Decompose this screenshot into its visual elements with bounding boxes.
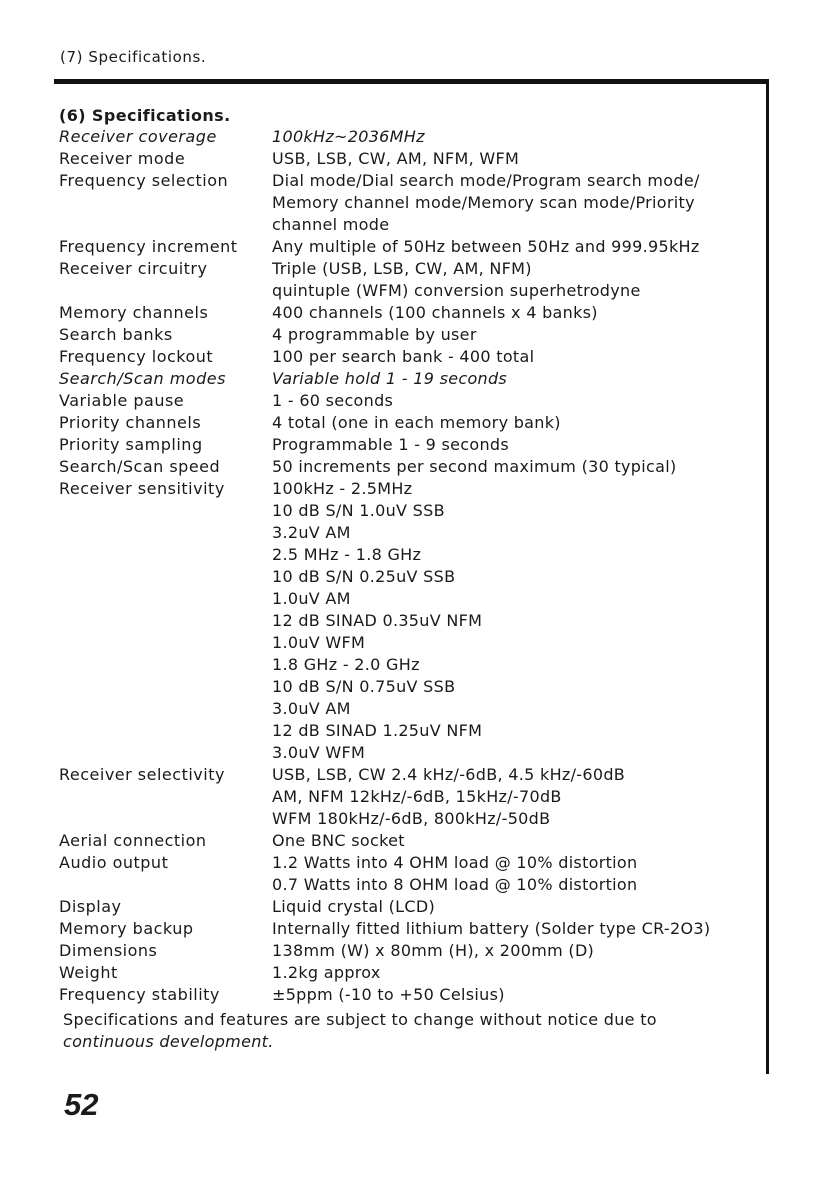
spec-row [59, 258, 759, 302]
spec-row [59, 148, 759, 170]
spec-row [59, 456, 759, 478]
footnote [63, 1009, 753, 1053]
spec-label: Receiver coverage [59, 127, 217, 146]
spec-value: 1.8 GHz - 2.0 GHz [272, 655, 420, 674]
spec-row [59, 390, 759, 412]
spec-label: Aerial connection [59, 831, 207, 850]
spec-label: Search banks [59, 325, 173, 344]
spec-values [272, 918, 759, 940]
spec-values [272, 940, 759, 962]
spec-label: Frequency increment [59, 237, 238, 256]
spec-values [272, 962, 759, 984]
footnote-line-1: Specifications and features are subject to change without notice due to [63, 1010, 657, 1029]
spec-value: 100kHz~2036MHz [272, 127, 425, 146]
spec-label: Audio output [59, 853, 169, 872]
spec-values [272, 148, 759, 170]
spec-row [59, 302, 759, 324]
spec-row [59, 236, 759, 258]
spec-values [272, 236, 759, 258]
spec-value: One BNC socket [272, 831, 405, 850]
spec-row [59, 412, 759, 434]
spec-value: ±5ppm (-10 to +50 Celsius) [272, 985, 505, 1004]
header-title: (7) Specifications. [60, 48, 207, 66]
spec-values [272, 456, 759, 478]
spec-value: USB, LSB, CW 2.4 kHz/-6dB, 4.5 kHz/-60dB [272, 765, 626, 784]
specifications-table [59, 126, 759, 1006]
spec-value: Internally fitted lithium battery (Solder type CR-2O3) [272, 919, 711, 938]
header-rule [54, 79, 769, 84]
spec-value: 1.2 Watts into 4 OHM load @ 10% distortion [272, 853, 638, 872]
spec-label: Receiver sensitivity [59, 479, 225, 498]
spec-label: Receiver mode [59, 149, 186, 168]
spec-value: 3.0uV AM [272, 699, 351, 718]
spec-value: 12 dB SINAD 0.35uV NFM [272, 611, 483, 630]
spec-label: Variable pause [59, 391, 185, 410]
spec-row [59, 962, 759, 984]
spec-value: 100kHz - 2.5MHz [272, 479, 413, 498]
spec-value: 10 dB S/N 1.0uV SSB [272, 501, 445, 520]
spec-values [272, 302, 759, 324]
spec-value: 1.2kg approx [272, 963, 381, 982]
spec-value: 1.0uV WFM [272, 633, 366, 652]
spec-label: Frequency stability [59, 985, 220, 1004]
spec-label: Receiver circuitry [59, 259, 208, 278]
spec-label: Frequency selection [59, 171, 229, 190]
spec-values [272, 830, 759, 852]
spec-value: Programmable 1 - 9 seconds [272, 435, 510, 454]
spec-values [272, 764, 759, 830]
spec-value: 4 total (one in each memory bank) [272, 413, 561, 432]
spec-label: Display [59, 897, 122, 916]
spec-values [272, 478, 759, 764]
spec-label: Weight [59, 963, 118, 982]
spec-value: AM, NFM 12kHz/-6dB, 15kHz/-70dB [272, 787, 562, 806]
spec-value: 50 increments per second maximum (30 typical) [272, 457, 677, 476]
spec-value: 12 dB SINAD 1.25uV NFM [272, 721, 483, 740]
spec-value: 1 - 60 seconds [272, 391, 394, 410]
spec-row [59, 126, 759, 148]
spec-values [272, 346, 759, 368]
spec-values [272, 258, 759, 302]
spec-value: Any multiple of 50Hz between 50Hz and 999.95kHz [272, 237, 700, 256]
spec-row [59, 896, 759, 918]
spec-values [272, 412, 759, 434]
spec-values [272, 896, 759, 918]
spec-value: Dial mode/Dial search mode/Program search mode/ [272, 171, 700, 190]
spec-row [59, 368, 759, 390]
spec-value: Liquid crystal (LCD) [272, 897, 436, 916]
spec-value: quintuple (WFM) conversion superhetrodyne [272, 281, 641, 300]
spec-value: 10 dB S/N 0.25uV SSB [272, 567, 456, 586]
spec-value: 10 dB S/N 0.75uV SSB [272, 677, 456, 696]
spec-row [59, 852, 759, 896]
spec-label: Search/Scan speed [59, 457, 221, 476]
spec-value: 138mm (W) x 80mm (H), x 200mm (D) [272, 941, 595, 960]
spec-label: Memory backup [59, 919, 194, 938]
page-number: 52 [64, 1087, 99, 1122]
spec-value: 2.5 MHz - 1.8 GHz [272, 545, 422, 564]
spec-row [59, 764, 759, 830]
spec-row [59, 984, 759, 1006]
spec-row [59, 170, 759, 236]
right-margin-rule [766, 84, 769, 1074]
spec-value: 1.0uV AM [272, 589, 351, 608]
spec-label: Priority channels [59, 413, 202, 432]
spec-values [272, 126, 759, 148]
spec-values [272, 324, 759, 346]
spec-row [59, 478, 759, 764]
spec-label: Search/Scan modes [59, 369, 226, 388]
spec-row [59, 918, 759, 940]
section-title: (6) Specifications. [59, 106, 231, 125]
spec-values [272, 368, 759, 390]
spec-values [272, 390, 759, 412]
spec-row [59, 940, 759, 962]
spec-row [59, 830, 759, 852]
footnote-line-2: continuous development. [63, 1032, 274, 1051]
spec-value: Variable hold 1 - 19 seconds [272, 369, 508, 388]
spec-value: WFM 180kHz/-6dB, 800kHz/-50dB [272, 809, 551, 828]
spec-value: 400 channels (100 channels x 4 banks) [272, 303, 598, 322]
spec-label: Memory channels [59, 303, 209, 322]
spec-label: Dimensions [59, 941, 158, 960]
spec-value: 0.7 Watts into 8 OHM load @ 10% distortion [272, 875, 638, 894]
spec-label: Frequency lockout [59, 347, 214, 366]
spec-values [272, 170, 759, 236]
spec-values [272, 852, 759, 896]
spec-value: 3.0uV WFM [272, 743, 366, 762]
spec-values [272, 434, 759, 456]
spec-value: Memory channel mode/Memory scan mode/Priority [272, 193, 695, 212]
spec-label: Priority sampling [59, 435, 203, 454]
spec-value: 100 per search bank - 400 total [272, 347, 535, 366]
spec-value: USB, LSB, CW, AM, NFM, WFM [272, 149, 520, 168]
spec-value: channel mode [272, 215, 390, 234]
spec-value: Triple (USB, LSB, CW, AM, NFM) [272, 259, 532, 278]
spec-row [59, 346, 759, 368]
spec-value: 4 programmable by user [272, 325, 477, 344]
spec-value: 3.2uV AM [272, 523, 351, 542]
spec-values [272, 984, 759, 1006]
spec-label: Receiver selectivity [59, 765, 225, 784]
spec-row [59, 434, 759, 456]
spec-row [59, 324, 759, 346]
